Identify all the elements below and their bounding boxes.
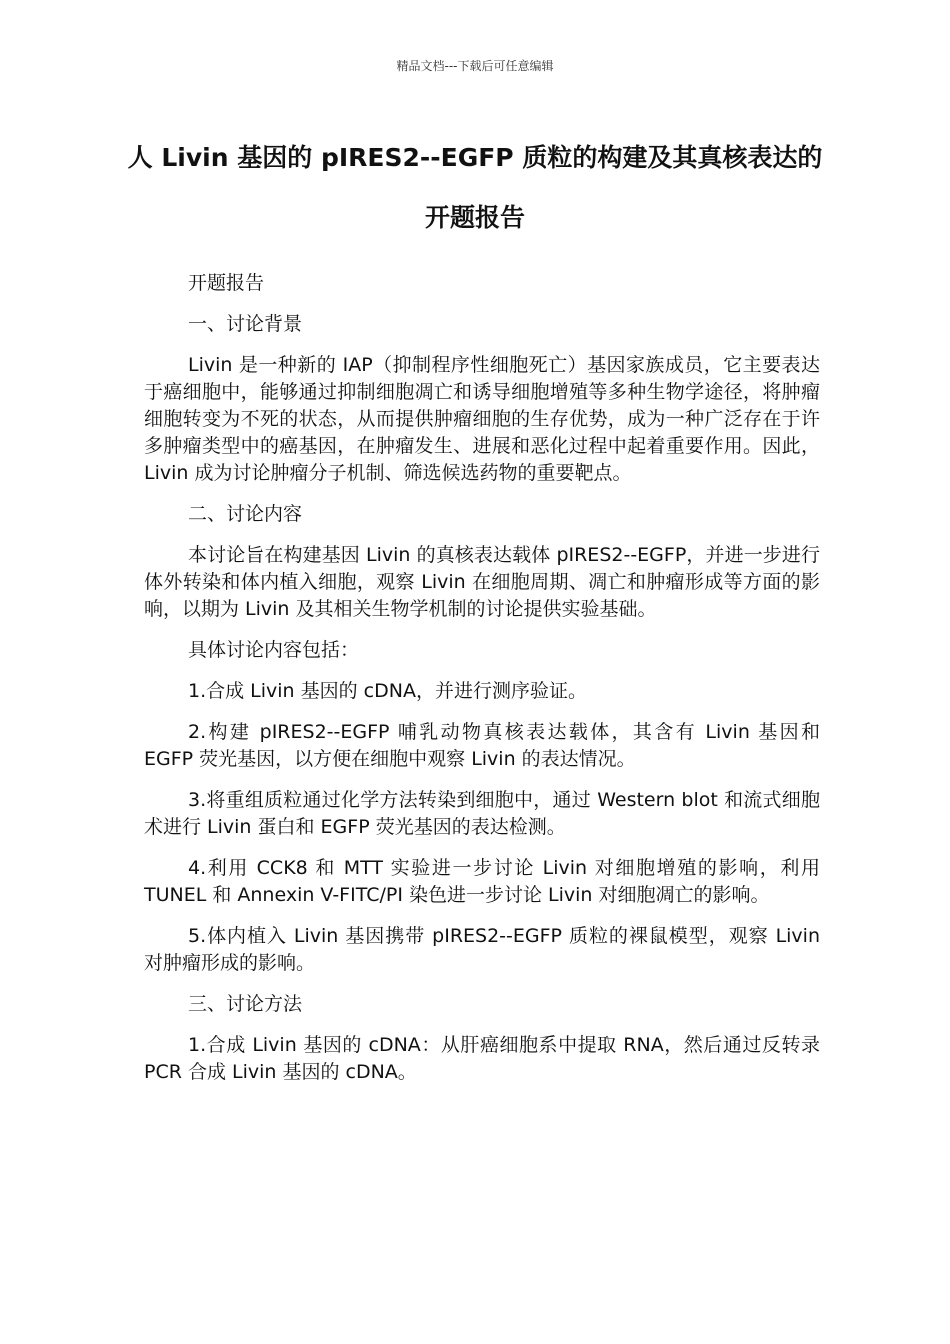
section-heading-background: 一、讨论背景 (188, 313, 303, 335)
section-heading-content: 二、讨论内容 (188, 503, 303, 525)
section-heading-methods: 三、讨论方法 (188, 993, 303, 1015)
paragraph-content-lead: 具体讨论内容包括： (188, 639, 360, 661)
paragraph-content-intro: 本讨论旨在构建基因 Livin 的真核表达载体 pIRES2--EGFP，并进一步进行体外转染和体内植入细胞，观察 Livin 在细胞周期、凋亡和肿瘤形成等方面的影响，以期为 Livin 及其相关生物学机制的讨论提供实验基础。 (144, 544, 820, 620)
list-item-5: 5.体内植入 Livin 基因携带 pIRES2--EGFP 质粒的裸鼠模型，观察 Livin 对肿瘤形成的影响。 (144, 925, 820, 974)
document-body (144, 270, 820, 1100)
list-item-4: 4.利用 CCK8 和 MTT 实验进一步讨论 Livin 对细胞增殖的影响，利用 TUNEL 和 Annexin V-FITC/PI 染色进一步讨论 Livin 对细胞凋亡的影响。 (144, 857, 820, 906)
list-item-3: 3.将重组质粒通过化学方法转染到细胞中，通过 Western blot 和流式细胞术进行 Livin 蛋白和 EGFP 荧光基因的表达检测。 (144, 789, 820, 838)
list-item-2: 2.构建 pIRES2--EGFP 哺乳动物真核表达载体，其含有 Livin 基因和 EGFP 荧光基因，以方便在细胞中观察 Livin 的表达情况。 (144, 721, 820, 770)
page-header: 精品文档---下载后可任意编辑 (396, 59, 554, 73)
document-title: 人 Livin 基因的 pIRES2--EGFP 质粒的构建及其真核表达的开题报告 (127, 143, 823, 232)
method-item-1: 1.合成 Livin 基因的 cDNA：从肝癌细胞系中提取 RNA，然后通过反转录 PCR 合成 Livin 基因的 cDNA。 (144, 1034, 820, 1083)
paragraph-background: Livin 是一种新的 IAP（抑制程序性细胞死亡）基因家族成员，它主要表达于癌细胞中，能够通过抑制细胞凋亡和诱导细胞增殖等多种生物学途径，将肿瘤细胞转变为不死的状态，从而提供肿瘤细胞的生存优势，成为一种广泛存在于许多肿瘤类型中的癌基因，在肿瘤发生、进展和恶化过程中起着重要作用。因此，Livin 成为讨论肿瘤分子机制、筛选候选药物的重要靶点。 (144, 354, 820, 484)
paragraph-report-heading: 开题报告 (188, 272, 265, 294)
list-item-1: 1.合成 Livin 基因的 cDNA，并进行测序验证。 (188, 680, 587, 702)
